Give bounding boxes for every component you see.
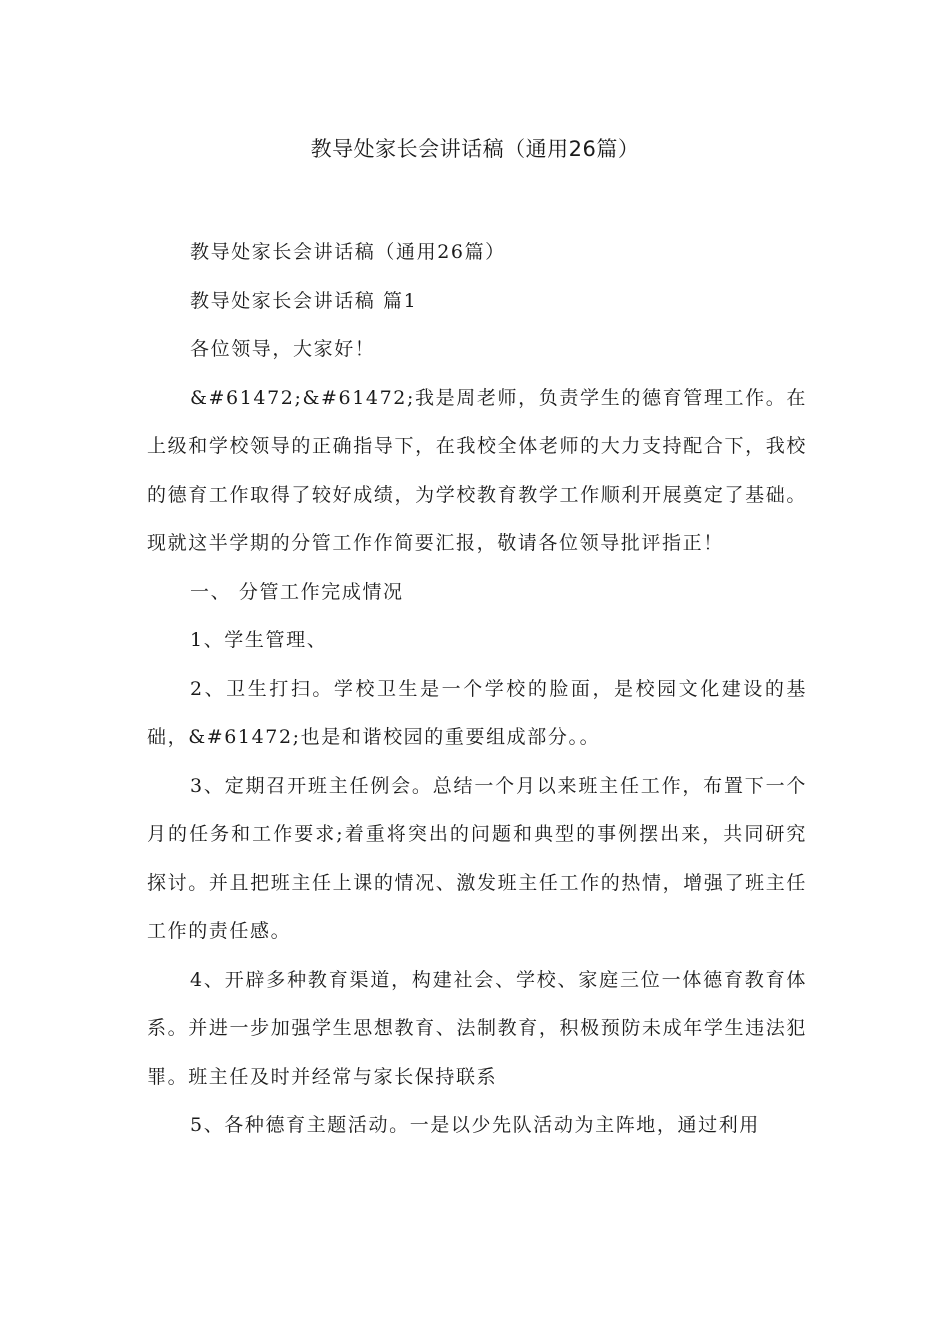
paragraph-item-3: 3、定期召开班主任例会。总结一个月以来班主任工作，布置下一个 月的任务和工作要求;着重将突出的问题和典型的事例摆出来，共同研究探讨。并且把班主任上课的情况、激发班主任工作的热情，增强了班主任工作的责任感。 xyxy=(147,774,807,942)
paragraph-subtitle: 教导处家长会讲话稿（通用26篇） xyxy=(190,241,506,263)
paragraph-item-1: 1、学生管理、 xyxy=(190,629,328,651)
paragraph-item-4: 4、开辟多种教育渠道，构建社会、学校、家庭三位一体德育教育体 系。并进一步加强学生思想教育、法制教育，积极预防未成年学生违法犯罪。班主任及时并经常与家长保持联系 xyxy=(147,968,807,1088)
document-body xyxy=(147,228,807,1150)
paragraph-greeting: 各位领导，大家好！ xyxy=(190,338,376,360)
paragraph-intro: &#61472;&#61472;我是周老师，负责学生的德育管理工作。在上级和学校领导的正确指导下，在我校全体老师的大力支持配合下，我校的德育工作取得了较好成绩，为学校教育教学工作顺利开展奠定了基础。现就这半学期的分管工作作简要汇报，敬请各位领导批评指正！ xyxy=(147,386,807,554)
document-title: 教导处家长会讲话稿（通用26篇） xyxy=(310,137,640,161)
paragraph-section-heading: 教导处家长会讲话稿 篇1 xyxy=(190,289,418,312)
paragraph-item-2: 2、卫生打扫。学校卫生是一个学校的脸面，是校园文化建设的基础，&#61472;也是和谐校园的重要组成部分。。 xyxy=(147,677,807,748)
paragraph-heading-one: 一、 分管工作完成情况 xyxy=(190,580,404,603)
paragraph-item-5: 5、各种德育主题活动。一是以少先队活动为主阵地，通过利用 xyxy=(190,1114,760,1136)
